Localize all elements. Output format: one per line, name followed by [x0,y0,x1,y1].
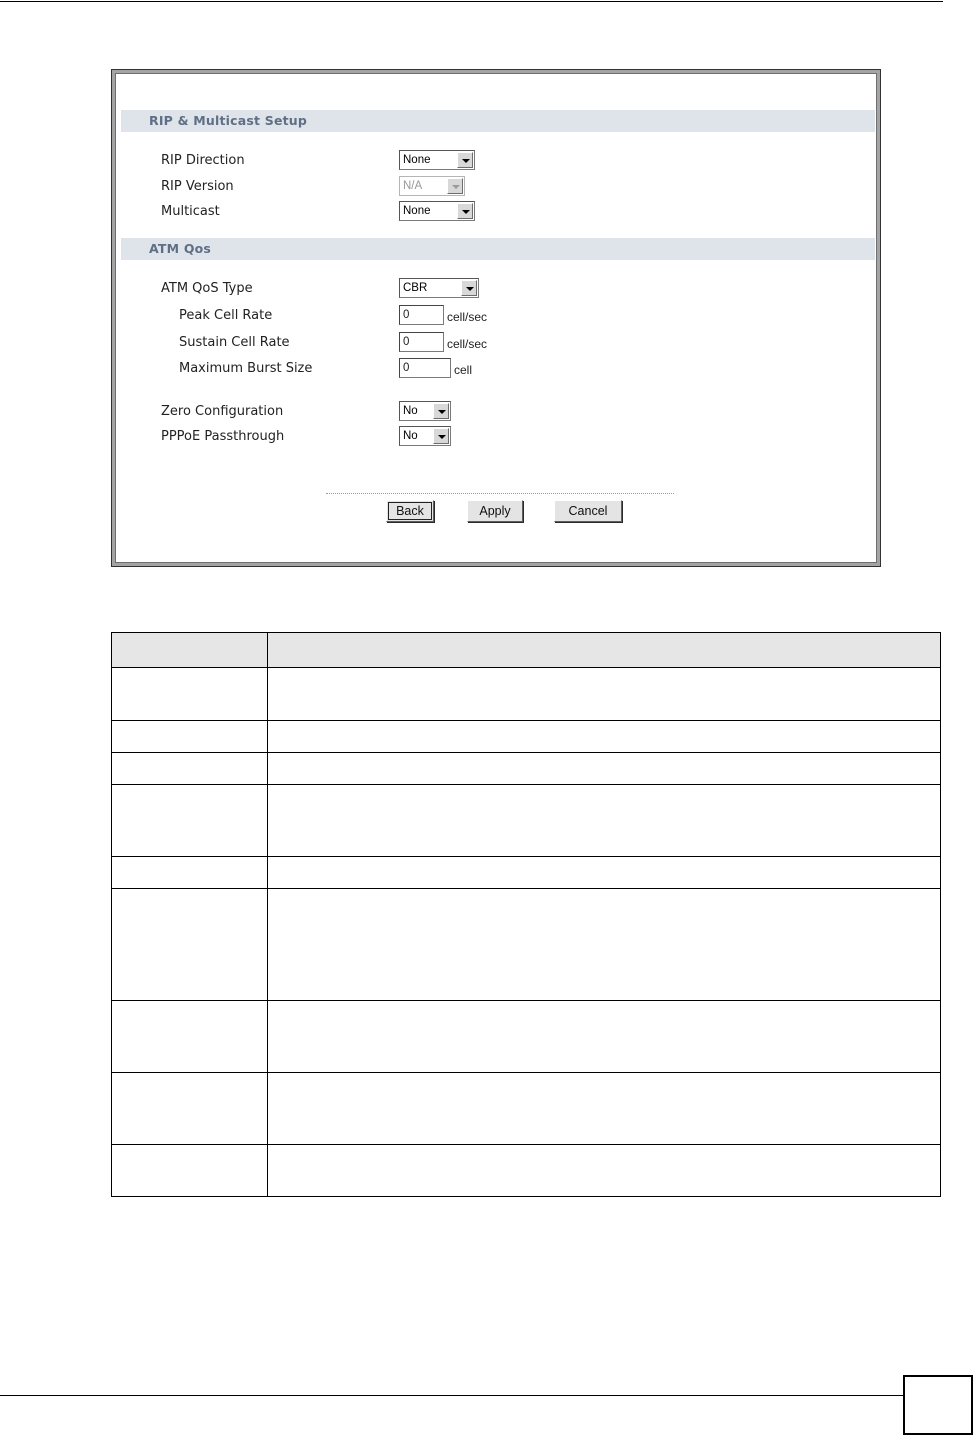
footer-rule [0,1395,903,1396]
max-burst-size-label: Maximum Burst Size [179,361,313,376]
peak-cell-rate-unit: cell/sec [447,310,488,324]
page-number-box [903,1375,973,1435]
table-row [112,889,941,1001]
table-row [112,1145,941,1197]
section-rip-multicast: RIP & Multicast Setup [121,110,875,132]
chevron-down-icon[interactable] [447,178,463,194]
zero-configuration-label: Zero Configuration [161,404,284,419]
section-atm-qos: ATM Qos [121,238,875,260]
apply-button[interactable]: Apply [467,500,523,522]
table-row [112,1001,941,1073]
sustain-cell-rate-input[interactable]: 0 [399,332,444,352]
button-separator [326,493,674,494]
peak-cell-rate-input[interactable]: 0 [399,305,444,325]
rip-direction-value: None [403,154,431,166]
chevron-down-icon[interactable] [457,203,473,219]
table-header-row [112,633,941,668]
rip-version-label: RIP Version [161,179,234,194]
max-burst-size-unit: cell [454,363,473,377]
zero-configuration-select[interactable] [399,401,451,421]
atm-qos-type-label: ATM QoS Type [161,281,253,296]
max-burst-size-input[interactable]: 0 [399,358,451,378]
wan-advanced-form [115,73,877,563]
multicast-select[interactable] [399,201,475,221]
rip-version-value: N/A [403,180,423,192]
chevron-down-icon[interactable] [433,428,449,444]
table-row [112,753,941,785]
pppoe-passthrough-select[interactable] [399,426,451,446]
chevron-down-icon[interactable] [457,152,473,168]
atm-qos-type-value: CBR [403,282,428,294]
header-rule [0,1,943,2]
rip-direction-select[interactable] [399,150,475,170]
sustain-cell-rate-unit: cell/sec [447,337,488,351]
chevron-down-icon[interactable] [461,280,477,296]
table-row [112,785,941,857]
atm-qos-type-select[interactable] [399,278,479,298]
pppoe-passthrough-label: PPPoE Passthrough [161,429,285,444]
table-row [112,668,941,721]
multicast-value: None [403,205,431,217]
table-header-label [112,633,268,668]
zero-configuration-value: No [403,405,418,417]
table-row [112,1073,941,1145]
table-row [112,857,941,889]
rip-direction-label: RIP Direction [161,153,245,168]
rip-version-select[interactable] [399,176,465,196]
screenshot-panel [111,69,881,567]
cancel-button[interactable]: Cancel [554,500,622,522]
sustain-cell-rate-label: Sustain Cell Rate [179,335,290,350]
table-header-description [268,633,941,668]
pppoe-passthrough-value: No [403,430,418,442]
chevron-down-icon[interactable] [433,403,449,419]
table-row [112,721,941,753]
peak-cell-rate-label: Peak Cell Rate [179,308,273,323]
field-description-table [111,632,941,1197]
back-button[interactable]: Back [386,500,434,522]
multicast-label: Multicast [161,204,220,219]
